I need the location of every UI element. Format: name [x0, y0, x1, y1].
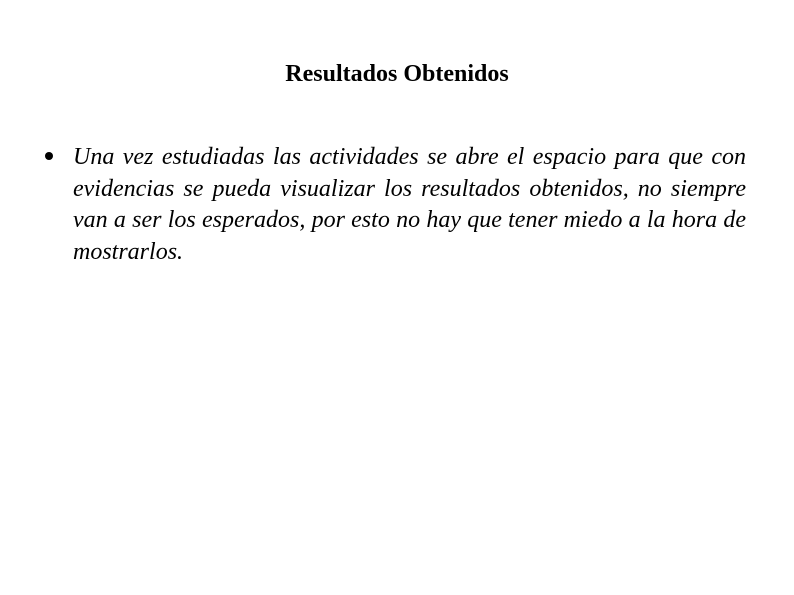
bullet-dot-icon	[45, 152, 53, 160]
bullet-text: Una vez estudiadas las actividades se abre el espacio para que con evidencias se pueda visualizar los resultados obtenidos, no siempre van a ser los esperados, por esto no hay que tener miedo a la hora de mostrarlos.	[73, 144, 746, 265]
slide-title: Resultados Obtenidos	[285, 61, 509, 87]
